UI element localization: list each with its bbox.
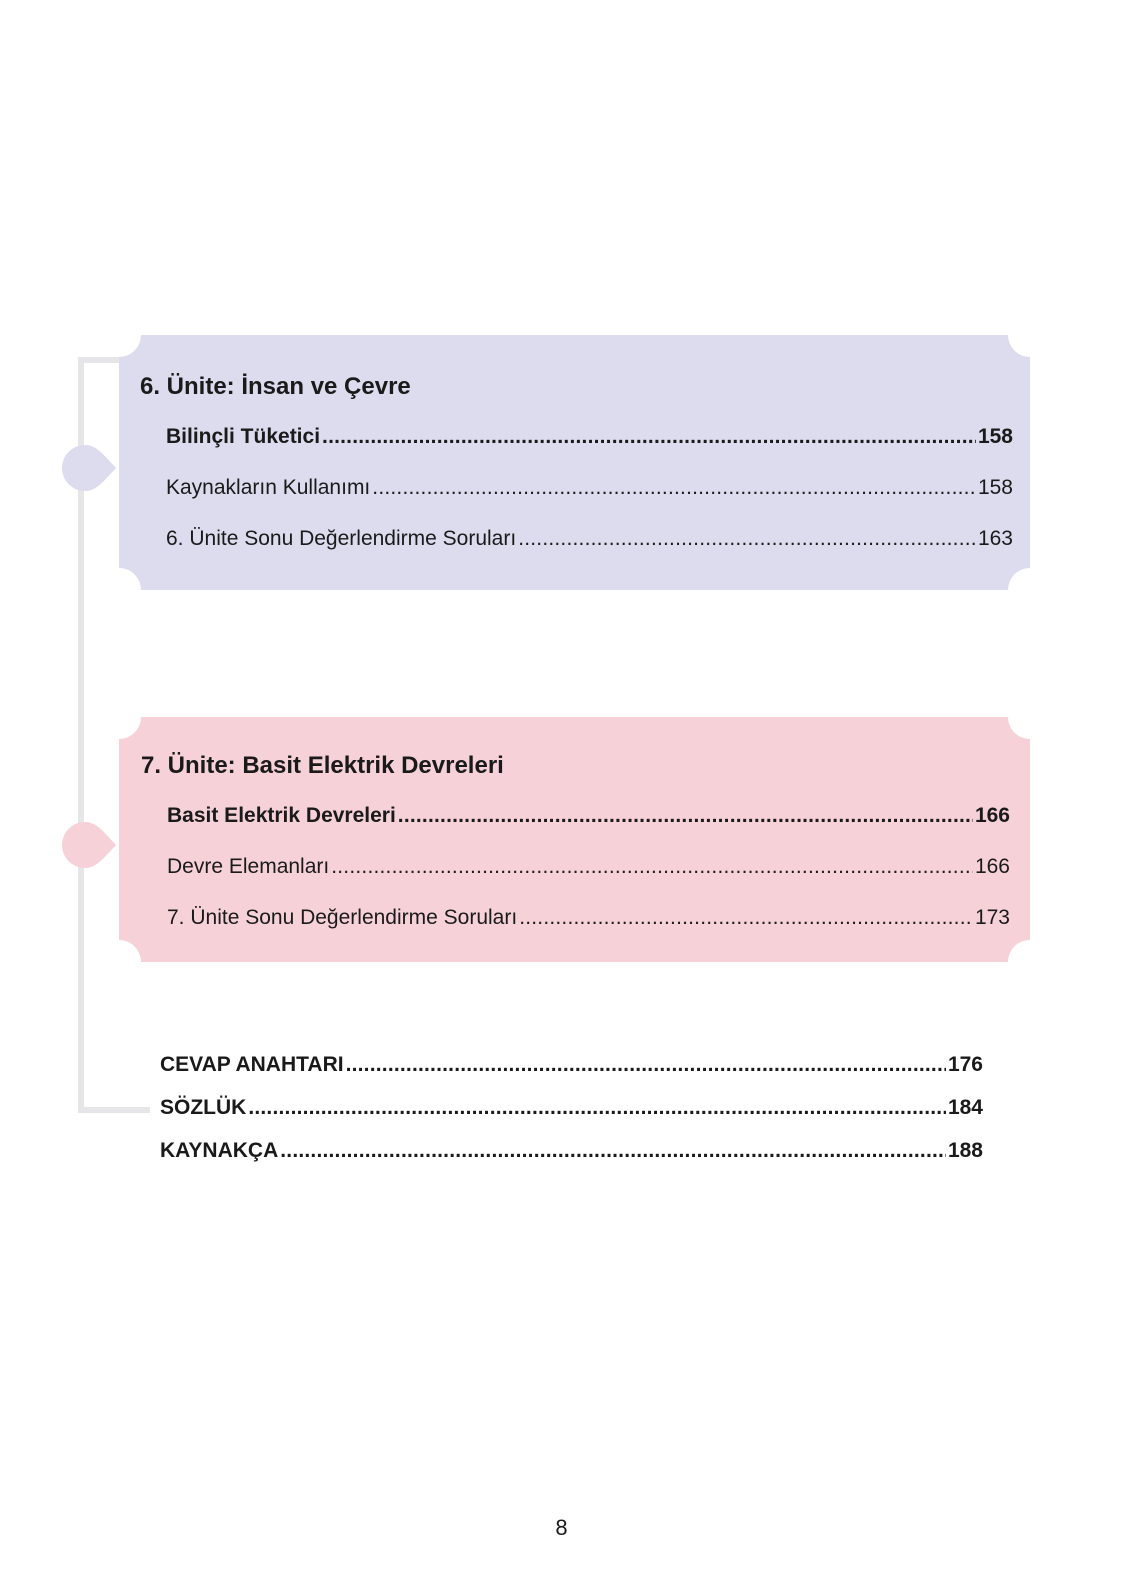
toc-entry-page: 173 [974,906,1010,929]
unit-7-node-marker [62,822,116,868]
toc-leader-dots [372,476,976,500]
toc-leader-dots [248,1096,946,1120]
toc-entry-page: 166 [974,804,1010,827]
page-number: 8 [555,1515,568,1540]
toc-leader-dots [346,1053,946,1077]
toc-leader-dots [398,804,973,828]
toc-entry[interactable] [166,476,1013,500]
toc-entry-page: 176 [947,1053,983,1076]
toc-entry-page: 158 [977,476,1013,499]
unit-7-card [119,717,1030,962]
toc-entry-label: CEVAP ANAHTARI [160,1053,344,1076]
toc-entry-label: 7. Ünite Sonu Değerlendirme Soruları [167,906,518,929]
unit-6-node-marker [62,445,116,491]
toc-entry[interactable] [166,425,1013,449]
toc-leader-dots [519,906,973,930]
timeline-bottom-branch [78,1107,150,1113]
toc-leader-dots [280,1139,946,1163]
toc-entry-bibliography[interactable] [160,1139,983,1163]
toc-entry-page: 184 [947,1096,983,1119]
toc-leader-dots [322,425,976,449]
toc-entry-page: 188 [947,1139,983,1162]
toc-entry-label: SÖZLÜK [160,1096,247,1119]
toc-entry-label: Bilinçli Tüketici [166,425,321,448]
toc-entry-page: 163 [977,527,1013,550]
toc-entry-page: 158 [977,425,1013,448]
toc-entry-label: Devre Elemanları [167,855,330,878]
unit-6-title: 6. Ünite: İnsan ve Çevre [140,373,411,400]
toc-entry-label: Kaynakların Kullanımı [166,476,371,499]
unit-7-title: 7. Ünite: Basit Elektrik Devreleri [141,752,504,779]
toc-entry-answer-key[interactable] [160,1053,983,1077]
toc-entry[interactable] [167,855,1010,879]
toc-entry-glossary[interactable] [160,1096,983,1120]
toc-entry-page: 166 [974,855,1010,878]
toc-entry-label: Basit Elektrik Devreleri [167,804,396,827]
toc-entry-label: 6. Ünite Sonu Değerlendirme Soruları [166,527,517,550]
toc-leader-dots [331,855,973,879]
unit-6-card [119,335,1030,590]
toc-entry[interactable] [166,527,1013,551]
toc-entry[interactable] [167,906,1010,930]
toc-leader-dots [518,527,976,551]
toc-entry[interactable] [167,804,1010,828]
toc-entry-label: KAYNAKÇA [160,1139,279,1162]
